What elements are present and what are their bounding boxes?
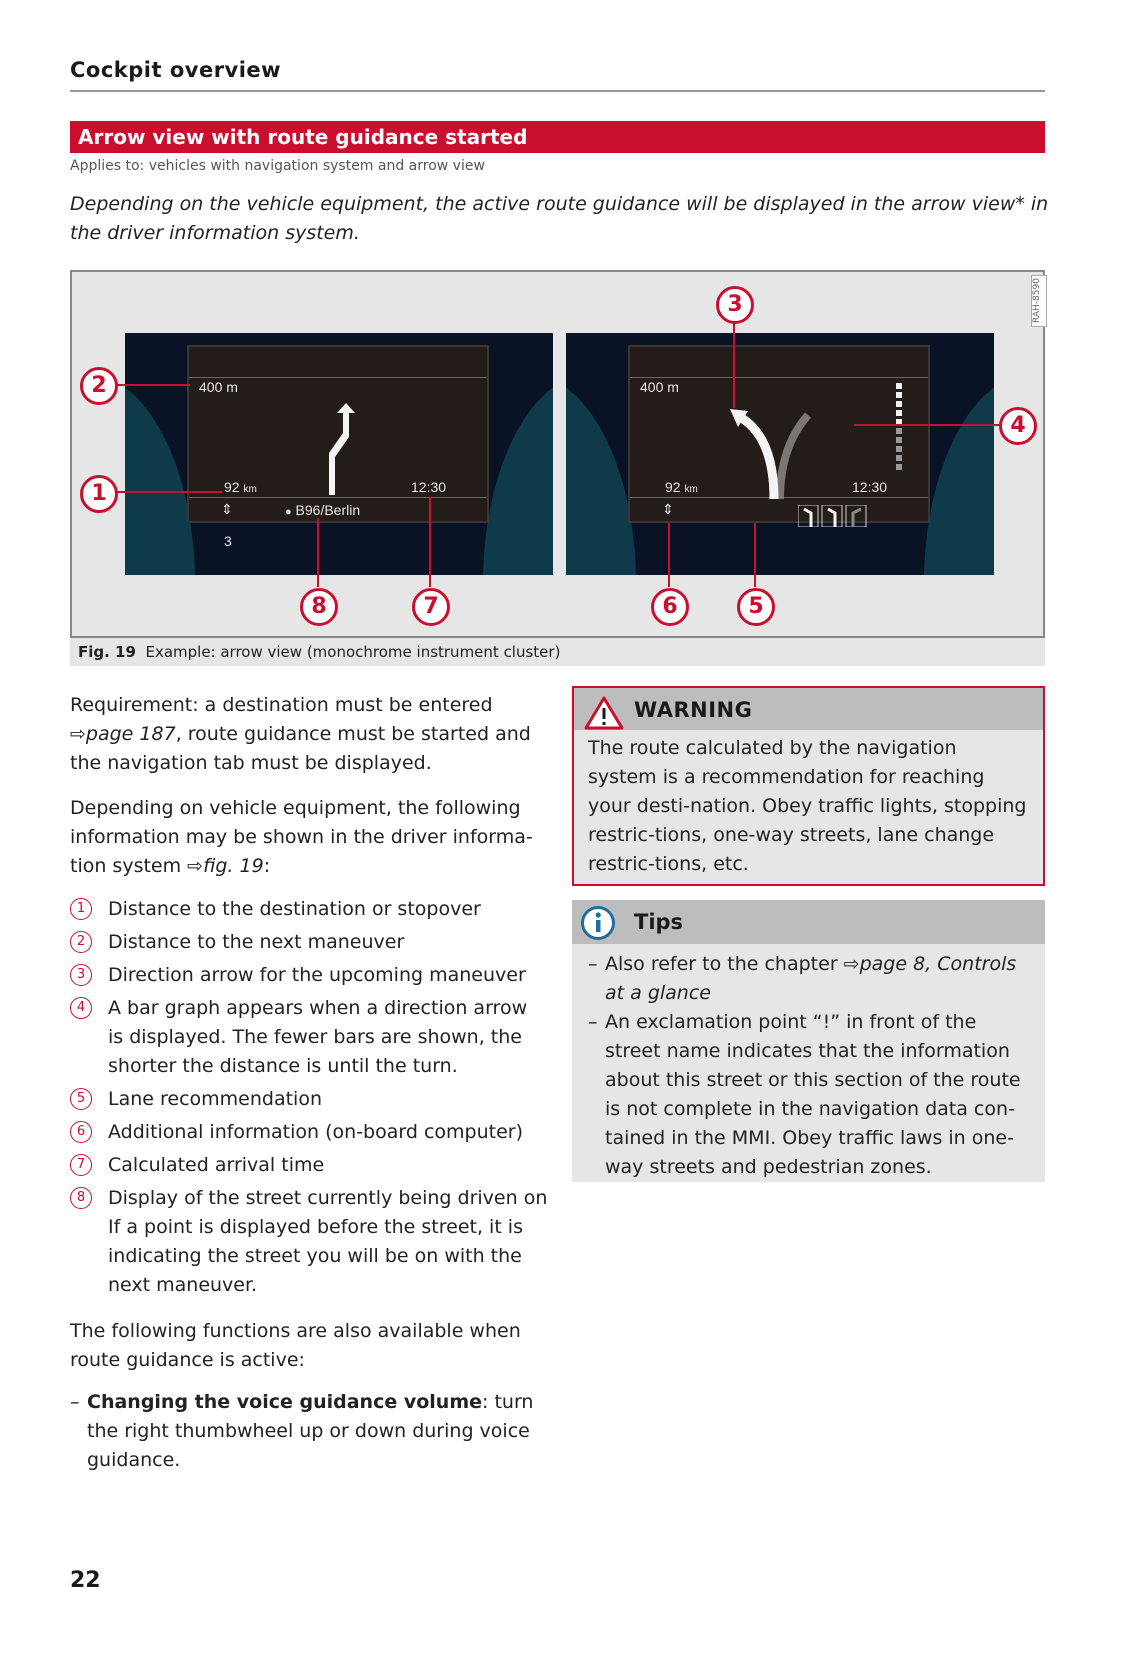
distance-bar-graph <box>894 383 906 475</box>
street-name: ● B96/Berlin <box>285 502 361 518</box>
list-item: 7 Calculated arrival time <box>70 1151 548 1180</box>
page-ref-link[interactable]: page 8, Controls at a glance <box>605 953 1017 1004</box>
leader-line <box>754 523 756 587</box>
left-gauge <box>566 373 636 575</box>
list-item: 8 Display of the street currently being driven on If a point is displayed before the street, it is indicating the street you will be on with the next maneuver. <box>70 1184 548 1300</box>
panel-divider <box>189 497 487 498</box>
leader-line <box>112 491 222 493</box>
leader-line <box>112 384 190 386</box>
figure-ref-link[interactable]: fig. 19 <box>203 855 264 877</box>
route-arrow-icon <box>319 403 359 495</box>
additional-info: 3 <box>224 533 232 549</box>
figure-id: RAH-8590 <box>1031 275 1047 327</box>
display-panel <box>187 345 489 523</box>
scroll-arrows-icon: ⇕ <box>662 501 674 517</box>
callout-2: 2 <box>80 367 118 405</box>
header-rule <box>70 90 1045 92</box>
ref-arrow-icon: ⇨ <box>843 953 860 975</box>
intro-text: Depending on the vehicle equipment, the active route guidance will be displayed in the arrow view* in the driver information system. <box>70 193 1049 244</box>
requirement-paragraph: Requirement: a destination must be entered ⇨page 187, route guidance must be started and the navigation tab must be displayed. <box>70 694 531 774</box>
applies-to-note: Applies to: vehicles with navigation system and arrow view <box>70 158 485 174</box>
display-panel <box>628 345 930 523</box>
dash-bullet: – <box>70 1391 80 1413</box>
tips-list <box>588 950 1033 1182</box>
callout-1: 1 <box>80 475 118 513</box>
functions-intro: The following functions are also available when route guidance is active: <box>70 1320 521 1371</box>
distance-next-maneuver: 400 m <box>199 379 238 395</box>
function-item: – Changing the voice guidance volume: turn the right thumbwheel up or down during voice guidance. <box>70 1388 540 1475</box>
scroll-arrows-icon: ⇕ <box>221 501 233 517</box>
page-number: 22 <box>70 1568 101 1593</box>
info-icon <box>580 905 616 941</box>
distance-next-maneuver: 400 m <box>640 379 679 395</box>
distance-destination: 92 km <box>665 479 698 495</box>
callout-8: 8 <box>300 588 338 626</box>
page-ref-link[interactable]: page 187 <box>85 723 176 745</box>
callout-3: 3 <box>716 286 754 324</box>
warning-triangle-icon <box>584 696 624 730</box>
callout-4: 4 <box>999 407 1037 445</box>
list-item: 1 Distance to the destination or stopover <box>70 895 548 924</box>
turn-arrow-icon <box>730 407 820 499</box>
list-item: 3 Direction arrow for the upcoming maneuver <box>70 961 548 990</box>
right-cluster-screen <box>566 333 994 575</box>
left-cluster-screen <box>125 333 553 575</box>
ref-arrow-icon: ⇨ <box>70 723 86 745</box>
list-item: 5 Lane recommendation <box>70 1085 548 1114</box>
lane-recommendation-icon <box>798 505 870 527</box>
callout-7: 7 <box>412 588 450 626</box>
callout-6: 6 <box>651 588 689 626</box>
arrival-time: 12:30 <box>411 479 447 495</box>
leader-line <box>317 518 319 587</box>
warning-title: WARNING <box>634 698 753 722</box>
panel-divider <box>630 377 928 378</box>
list-item: 2 Distance to the next maneuver <box>70 928 548 957</box>
callout-5: 5 <box>737 588 775 626</box>
list-item: 4 A bar graph appears when a direction arrow is displayed. The fewer bars are shown, the shorter the distance is until the turn. <box>70 994 548 1081</box>
arrival-time: 12:30 <box>852 479 888 495</box>
topic-banner: Arrow view with route guidance started <box>70 121 1045 153</box>
leader-line <box>733 320 735 408</box>
panel-divider <box>189 377 487 378</box>
leader-line <box>668 523 670 587</box>
tip-item: – An exclamation point “!” in front of the street name indicates that the information about this street or this section of the route is not complete in the navigation data con-tained in the MMI. Obey traffic laws in one-way streets and pedestrian zones. <box>588 1008 1033 1182</box>
list-item: 6 Additional information (on-board computer) <box>70 1118 548 1147</box>
tips-title: Tips <box>634 910 684 934</box>
leader-line <box>429 497 431 587</box>
left-gauge <box>125 373 195 575</box>
right-gauge <box>924 373 994 575</box>
distance-destination: 92 km <box>224 479 257 495</box>
ref-arrow-icon: ⇨ <box>187 855 204 877</box>
legend-list <box>70 895 548 1304</box>
depending-paragraph: Depending on vehicle equipment, the following information may be shown in the driver informa-tion system ⇨fig. 19: <box>70 797 533 877</box>
warning-text: The route calculated by the navigation system is a recommendation for reaching your desti-nation. Obey traffic lights, stopping restric-tions, one-way streets, lane change restric-tions, etc. <box>588 737 1027 875</box>
figure-caption: Fig. 19 Example: arrow view (monochrome instrument cluster) <box>70 638 1045 666</box>
tip-item: – Also refer to the chapter ⇨page 8, Controls at a glance <box>588 950 1033 1008</box>
right-gauge <box>483 373 553 575</box>
section-title: Cockpit overview <box>70 58 282 82</box>
leader-line <box>854 424 1002 426</box>
